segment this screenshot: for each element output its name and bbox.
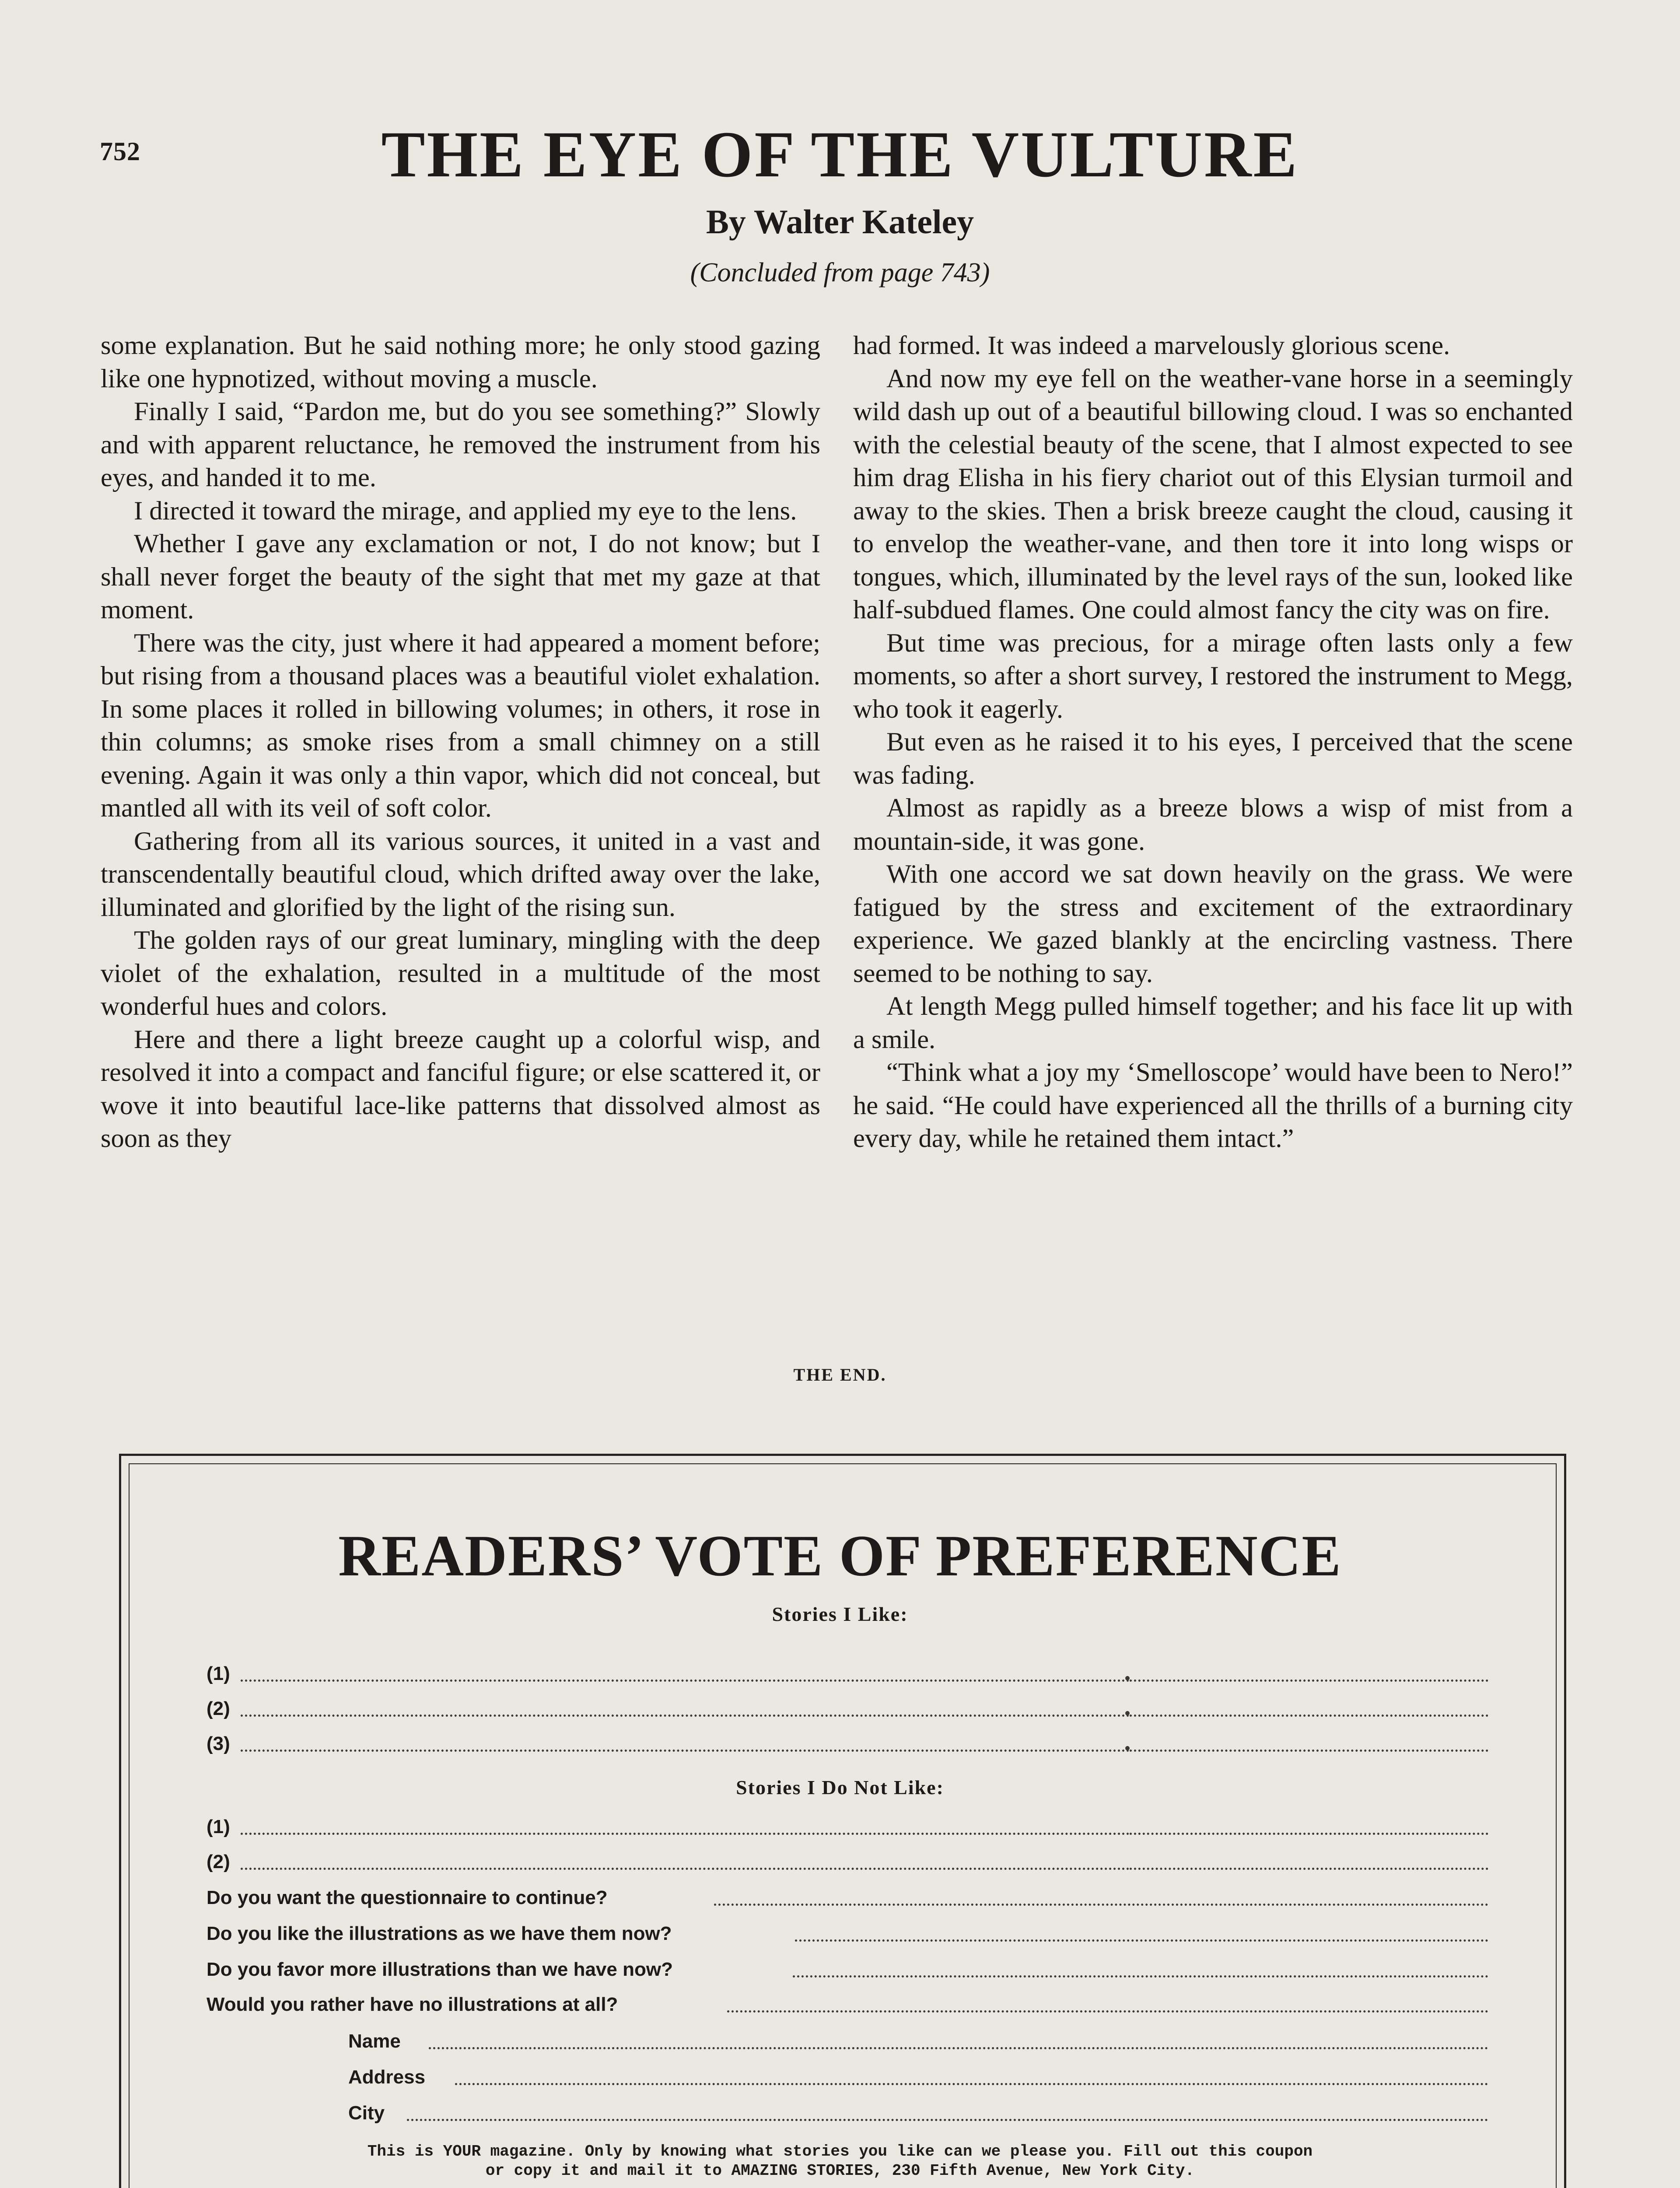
mail-instructions-line-2: or copy it and mail it to AMAZING STORIES, 230 Fifth Avenue, New York City. — [485, 2162, 1195, 2180]
mail-instructions-line-1: This is YOUR magazine. Only by knowing what stories you like can we please you. Fill out this coupon — [367, 2142, 1313, 2160]
line-number: (3) — [206, 1733, 230, 1754]
question-label: Would you rather have no illustrations at all? — [206, 1994, 618, 2015]
paragraph: But time was precious, for a mirage often lasts only a few moments, so after a short survey, I restored the instrument to Megg, who took it eagerly. — [853, 628, 1573, 724]
author-dotted-line — [1130, 1715, 1488, 1717]
answer-dotted-line — [795, 1939, 1488, 1942]
question-more-illustrations[interactable] — [206, 1959, 1488, 1981]
author-dotted-line — [1130, 1833, 1488, 1835]
title-dotted-line — [241, 1868, 1130, 1870]
paragraph: With one accord we sat down heavily on the grass. We were fatigued by the stress and excitement of the extraordinary experience. We gazed blankly at the encircling vastness. There seemed to be nothing to say. — [853, 859, 1573, 988]
author-dotted-line — [1130, 1680, 1488, 1682]
like-line-1[interactable] — [206, 1663, 1488, 1686]
title-dotted-line — [241, 1833, 1130, 1835]
paragraph: There was the city, just where it had appeared a moment before; but rising from a thousand places was a beautiful violet exhalation. In some places it rolled in billowing volumes; in others, it rose in thin columns; as smoke rises from a small chimney on a still evening. Again it was only a thin vapor, which did not conceal, but mantled all with its veil of soft color. — [101, 628, 820, 823]
question-label: Do you want the questionnaire to continue? — [206, 1887, 608, 1908]
continuation-note: (Concluded from page 743) — [690, 258, 990, 288]
text-column-left — [101, 329, 820, 1155]
paragraph: Whether I gave any exclamation or not, I do not know; but I shall never forget the beauty of the sight that met my gaze at that moment. — [101, 529, 820, 624]
mail-instructions — [0, 2142, 1680, 2181]
field-label: Name — [348, 2030, 401, 2052]
paragraph: “Think what a joy my ‘Smelloscope’ would have been to Nero!” he said. “He could have experienced all the thrills of a burning city every day, while he retained them intact.” — [853, 1058, 1573, 1153]
address-field[interactable] — [348, 2066, 1488, 2089]
paragraph: Gathering from all its various sources, it united in a vast and transcendentally beautiful cloud, which drifted away over the lake, illuminated and glorified by the light of the rising sun. — [101, 826, 820, 922]
dislike-line-2[interactable] — [206, 1851, 1488, 1874]
paragraph: some explanation. But he said nothing more; he only stood gazing like one hypnotized, without moving a muscle. — [101, 331, 820, 393]
line-number: (2) — [206, 1698, 230, 1719]
text-column-right — [853, 329, 1573, 1155]
stories-like-heading: Stories I Like: — [772, 1603, 908, 1625]
paragraph: had formed. It was indeed a marvelously glorious scene. — [853, 331, 1450, 360]
author-dotted-line — [1130, 1868, 1488, 1870]
page-number: 752 — [100, 137, 140, 166]
title-dotted-line — [241, 1715, 1130, 1717]
like-line-2[interactable] — [206, 1698, 1488, 1721]
field-label: Address — [348, 2066, 426, 2088]
vote-form-title: READERS’ VOTE OF PREFERENCE — [338, 1523, 1342, 1588]
question-continue[interactable] — [206, 1887, 1488, 1910]
dislike-line-1[interactable] — [206, 1816, 1488, 1839]
paragraph: But even as he raised it to his eyes, I perceived that the scene was fading. — [853, 727, 1573, 790]
paragraph: I directed it toward the mirage, and applied my eye to the lens. — [134, 496, 797, 526]
title-dotted-line — [241, 1750, 1130, 1752]
field-dotted-line — [429, 2047, 1488, 2049]
line-number: (1) — [206, 1816, 230, 1837]
answer-dotted-line — [714, 1904, 1488, 1906]
title-dotted-line — [241, 1680, 1130, 1682]
story-byline: By Walter Kateley — [706, 203, 974, 241]
stories-dislike-heading: Stories I Do Not Like: — [736, 1776, 944, 1799]
answer-dotted-line — [793, 1975, 1488, 1978]
city-field[interactable] — [348, 2102, 1488, 2125]
paragraph: Almost as rapidly as a breeze blows a wisp of mist from a mountain-side, it was gone. — [853, 793, 1573, 856]
paragraph: Finally I said, “Pardon me, but do you see something?” Slowly and with apparent reluctance, he removed the instrument from his eyes, and handed it to me. — [101, 397, 820, 492]
line-number: (2) — [206, 1851, 230, 1872]
name-field[interactable] — [348, 2030, 1488, 2053]
line-number: (1) — [206, 1663, 230, 1684]
paragraph: The golden rays of our great luminary, mingling with the deep violet of the exhalation, resulted in a multitude of the most wonderful hues and colors. — [101, 926, 820, 1021]
question-illustrations-now[interactable] — [206, 1923, 1488, 1946]
story-title: THE EYE OF THE VULTURE — [381, 118, 1299, 191]
author-dotted-line — [1130, 1750, 1488, 1752]
field-dotted-line — [455, 2083, 1488, 2085]
like-line-3[interactable] — [206, 1733, 1488, 1756]
the-end-marker: THE END. — [793, 1365, 887, 1385]
question-label: Do you favor more illustrations than we have now? — [206, 1959, 673, 1980]
paragraph: Here and there a light breeze caught up a colorful wisp, and resolved it into a compact and fanciful figure; or else scattered it, or wove it into beautiful lace-like patterns that dissolved almost as soon as they — [101, 1024, 820, 1153]
paragraph: And now my eye fell on the weather-vane horse in a seemingly wild dash up out of a beautiful billowing cloud. I was so enchanted with the celestial beauty of the scene, that I almost expected to see him drag Elisha in his fiery chariot out of this Elysian turmoil and away to the skies. Then a brisk breeze caught the cloud, causing it to envelop the weather-vane, and then tore it into long wisps or tongues, which, illuminated by the level rays of the sun, looked like half-subdued flames. One could almost fancy the city was on fire. — [853, 364, 1573, 624]
field-dotted-line — [407, 2119, 1488, 2121]
question-no-illustrations[interactable] — [206, 1994, 1488, 2016]
field-label: City — [348, 2102, 385, 2124]
answer-dotted-line — [727, 2010, 1488, 2013]
paragraph: At length Megg pulled himself together; and his face lit up with a smile. — [853, 992, 1573, 1054]
question-label: Do you like the illustrations as we have them now? — [206, 1923, 672, 1944]
